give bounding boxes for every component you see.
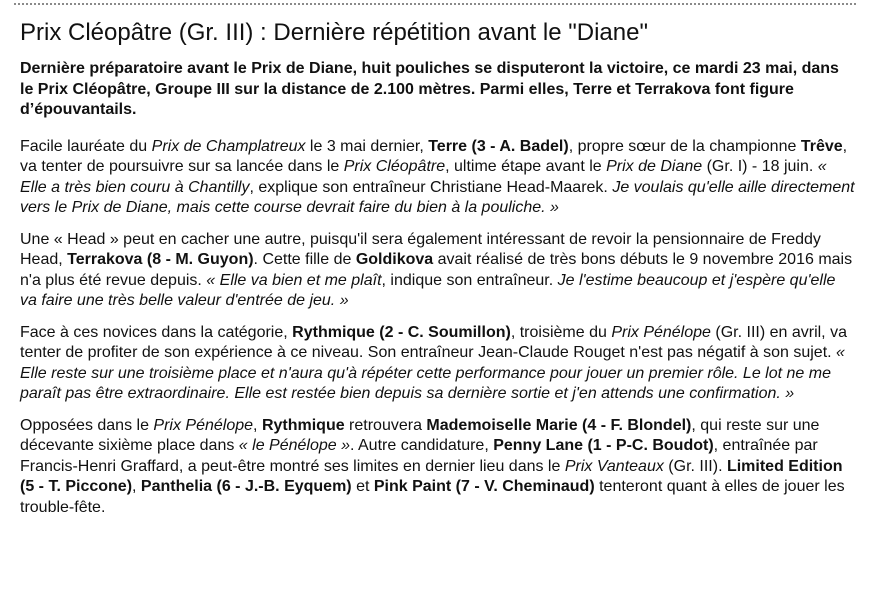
bold-text: Trêve	[800, 137, 843, 155]
bold-text: Limited Edition (5 - T. Piccone)	[20, 457, 843, 495]
bold-text: Terre (3 - A. Badel)	[428, 137, 569, 155]
text-run: Opposées dans le	[20, 416, 154, 434]
text-run: Face à ces novices dans la catégorie,	[20, 323, 293, 341]
text-run: le 3 mai dernier,	[305, 137, 429, 155]
text-run: , indique son entraîneur.	[381, 271, 558, 289]
bold-text: Pink Paint (7 - V. Cheminaud)	[373, 478, 595, 495]
text-run: (Gr. III) en avril, va tenter de profiter de son expérience à ce niveau. Son entraîneur Jean-Claude Rouget n'est pas négatif à son sujet.	[20, 323, 847, 361]
text-run: et	[351, 478, 374, 495]
bold-text: Rythmique	[261, 416, 345, 434]
text-run: tenteront quant à elles de jouer les trouble-fête.	[20, 478, 845, 516]
bold-text: Penny Lane (1 - P-C. Boudot)	[493, 437, 714, 454]
italic-text: Prix de Champlatreux	[151, 137, 306, 155]
text-run: , troisième du	[510, 323, 612, 341]
article-paragraph-1	[20, 137, 856, 219]
text-run: . Cette fille de	[253, 251, 356, 268]
text-run: ,	[253, 416, 262, 434]
article-paragraph-2	[20, 230, 856, 312]
text-run: (Gr. III).	[663, 457, 727, 475]
article-title: Prix Cléopâtre (Gr. III) : Dernière répétition avant le "Diane"	[20, 19, 648, 46]
text-run: ,	[132, 478, 141, 495]
text-run: , va tenter de poursuivre sur sa lancée dans le	[20, 137, 848, 175]
italic-text: Prix Vanteaux	[564, 457, 664, 475]
bold-text: Panthelia (6 - J.-B. Eyquem)	[140, 478, 352, 495]
text-run: (Gr. I) - 18 juin.	[702, 158, 818, 175]
text-run: , entraînée par Francis-Henri Graffard, a peut-être montré ses limites en dernier lieu dans le	[20, 437, 818, 475]
italic-text: Prix Pénélope	[153, 416, 254, 434]
bold-text: Rythmique (2 - C. Soumillon)	[292, 323, 511, 341]
dotted-separator	[14, 3, 856, 5]
text-run: retrouvera	[344, 416, 427, 434]
bold-text: Goldikova	[355, 251, 434, 268]
text-run: , qui reste sur une décevante sixième place dans	[20, 416, 820, 454]
italic-text: « Elle reste sur une troisième place et n'aura qu'à répéter cette performance pour jouer un premier rôle. Le lot ne me paraît pas être extraordinaire. Elle est restée bien depuis sa dernière sortie et j'en attends une confirmation. »	[20, 344, 845, 402]
italic-text: Prix Cléopâtre	[343, 158, 446, 175]
text-run: , explique son entraîneur Christiane Head-Maarek.	[249, 178, 613, 196]
italic-text: « le Pénélope »	[238, 437, 350, 454]
text-run: avait réalisé de très bons débuts le 9 novembre 2016 mais n'a plus été revue depuis.	[20, 251, 853, 289]
text-run: Une « Head » peut en cacher une autre, puisqu'il sera également intéressant de revoir la pensionnaire de Freddy Head,	[20, 230, 821, 268]
italic-text: Prix Pénélope	[611, 323, 711, 341]
text-run: , propre sœur de la championne	[568, 137, 801, 155]
bold-text: Terrakova (8 - M. Guyon)	[67, 251, 254, 268]
italic-text: « Elle va bien et me plaît	[206, 271, 382, 289]
article	[20, 17, 856, 518]
text-run: , ultime étape avant le	[445, 158, 607, 175]
italic-text: Prix de Diane	[606, 158, 703, 175]
italic-text: Je l'estime beaucoup et j'espère qu'elle va faire une très belle valeur d'entrée de jeu. »	[20, 271, 836, 309]
italic-text: Je voulais qu'elle aille directement vers le Prix de Diane, mais cette course devrait faire du bien à la pouliche. »	[20, 178, 855, 216]
article-lead: Dernière préparatoire avant le Prix de Diane, huit pouliches se disputeront la victoire, ce mardi 23 mai, dans le Prix Cléopâtre, Groupe III sur la distance de 2.100 mètres. Parmi elles, Terre et Terrakova font figure d’épouvantails.	[20, 60, 839, 118]
article-paragraph-3	[20, 323, 856, 405]
bold-text: Mademoiselle Marie (4 - F. Blondel)	[426, 416, 692, 434]
article-paragraph-4	[20, 416, 856, 519]
text-run: . Autre candidature,	[350, 437, 494, 454]
italic-text: « Elle a très bien couru à Chantilly	[20, 158, 827, 196]
text-run: Facile lauréate du	[20, 137, 152, 155]
